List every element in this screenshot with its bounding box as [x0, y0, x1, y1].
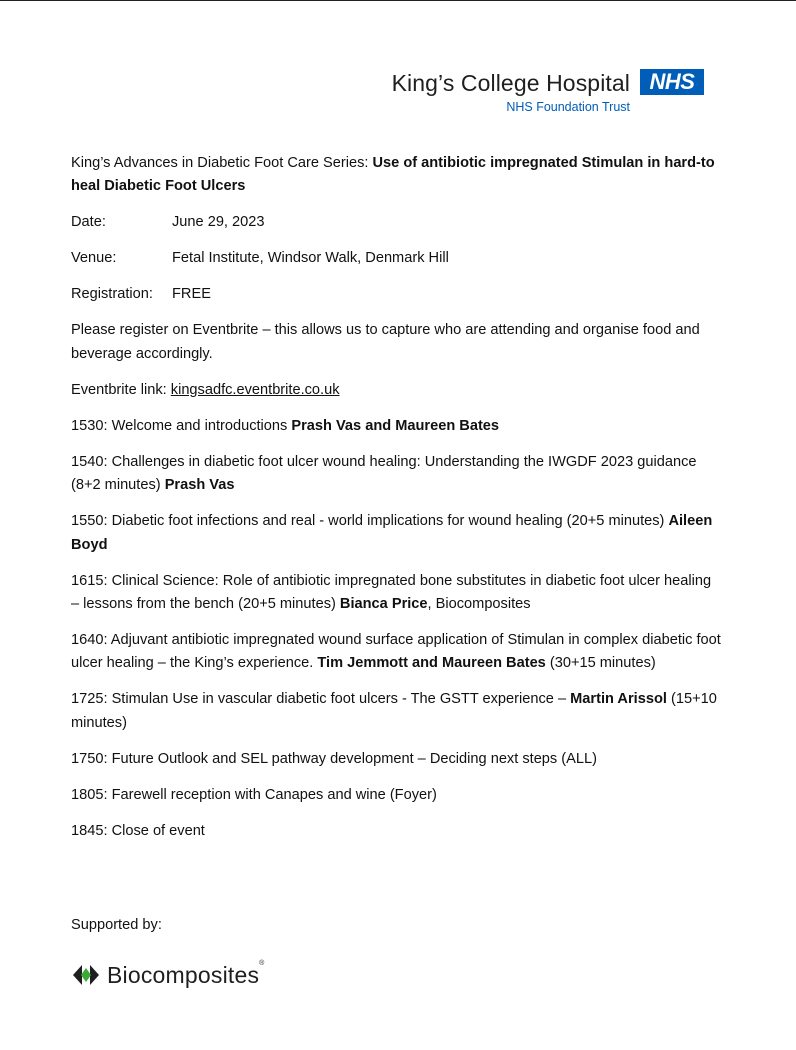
registration-label: Registration: — [71, 286, 153, 303]
agenda-item-suffix: , Biocomposites — [427, 596, 531, 613]
agenda-speaker: Prash Vas — [164, 477, 235, 494]
hospital-name: King’s College Hospital — [391, 70, 630, 96]
agenda-speaker: Tim Jemmott and Maureen Bates — [317, 655, 546, 672]
agenda-item — [71, 415, 721, 438]
registration-value: FREE — [172, 286, 211, 303]
agenda-item-text: 1845: Close of event — [71, 822, 205, 839]
agenda-item-text: 1550: Diabetic foot infections and real - world implications for wound healing (20+5 minutes) — [71, 513, 669, 530]
venue-label: Venue: — [71, 250, 117, 267]
agenda-item-text: 1725: Stimulan Use in vascular diabetic foot ulcers - The GSTT experience – — [71, 691, 571, 708]
sponsor-name — [107, 959, 265, 989]
event-topic: Use of antibiotic impregnated Stimulan in hard-to heal Diabetic Foot Ulcers — [71, 155, 715, 195]
agenda-item — [71, 688, 721, 735]
eventbrite-line — [71, 379, 721, 402]
event-title — [71, 152, 721, 199]
page-top-border — [0, 0, 796, 1]
agenda-speaker: Bianca Price — [339, 596, 428, 613]
supported-by-label: Supported by: — [71, 917, 162, 933]
nhs-logo: NHS — [640, 69, 704, 95]
date-value: June 29, 2023 — [172, 214, 265, 231]
agenda-item — [71, 570, 721, 617]
agenda-item-text: 1805: Farewell reception with Canapes and wine (Foyer) — [71, 786, 437, 803]
agenda-item-text: 1615: Clinical Science: Role of antibiotic impregnated bone substitutes in diabetic foot ulcer healing – lessons from the bench (20+5 minutes) — [71, 572, 712, 613]
hospital-header — [364, 69, 704, 119]
agenda-item — [71, 784, 721, 807]
eventbrite-label: Eventbrite link: — [71, 381, 171, 398]
agenda-speaker: Martin Arissol — [570, 691, 667, 708]
venue-value: Fetal Institute, Windsor Walk, Denmark Hill — [172, 250, 449, 267]
registered-mark: ® — [259, 959, 265, 967]
date-label: Date: — [71, 214, 106, 231]
biocomposites-logo — [71, 958, 265, 992]
agenda-item-text: 1750: Future Outlook and SEL pathway development – Deciding next steps (ALL) — [71, 750, 597, 767]
agenda-item — [71, 451, 721, 498]
series-name: King’s Advances in Diabetic Foot Care Series: — [71, 155, 373, 171]
event-document — [71, 152, 721, 856]
agenda-item — [71, 820, 721, 843]
register-note: Please register on Eventbrite – this allows us to capture who are attending and organise food and beverage accordingly. — [71, 322, 700, 362]
venue-row — [71, 247, 721, 270]
sponsor-name-text: Biocomposites — [107, 961, 260, 988]
agenda-item-suffix: (30+15 minutes) — [545, 655, 656, 672]
trust-name: NHS Foundation Trust — [506, 100, 630, 114]
agenda-item-suffix: (15+10 minutes) — [71, 691, 717, 731]
eventbrite-link[interactable]: kingsadfc.eventbrite.co.uk — [170, 381, 340, 398]
agenda-item-text: 1530: Welcome and introductions — [71, 417, 292, 434]
agenda-item-text: 1640: Adjuvant antibiotic impregnated wound surface application of Stimulan in complex diabetic foot ulcer healing – the King’s experience. — [71, 632, 721, 672]
agenda — [71, 415, 721, 843]
agenda-item — [71, 629, 721, 676]
agenda-item — [71, 510, 721, 557]
biocomposites-mark-icon — [71, 960, 101, 990]
agenda-speaker: Aileen Boyd — [71, 513, 713, 553]
agenda-speaker: Prash Vas and Maureen Bates — [291, 417, 500, 434]
agenda-item-text: 1540: Challenges in diabetic foot ulcer wound healing: Understanding the IWGDF 2023 guidance (8+2 minutes) — [71, 453, 697, 494]
date-row — [71, 211, 721, 234]
agenda-item — [71, 748, 721, 771]
registration-row — [71, 283, 721, 306]
